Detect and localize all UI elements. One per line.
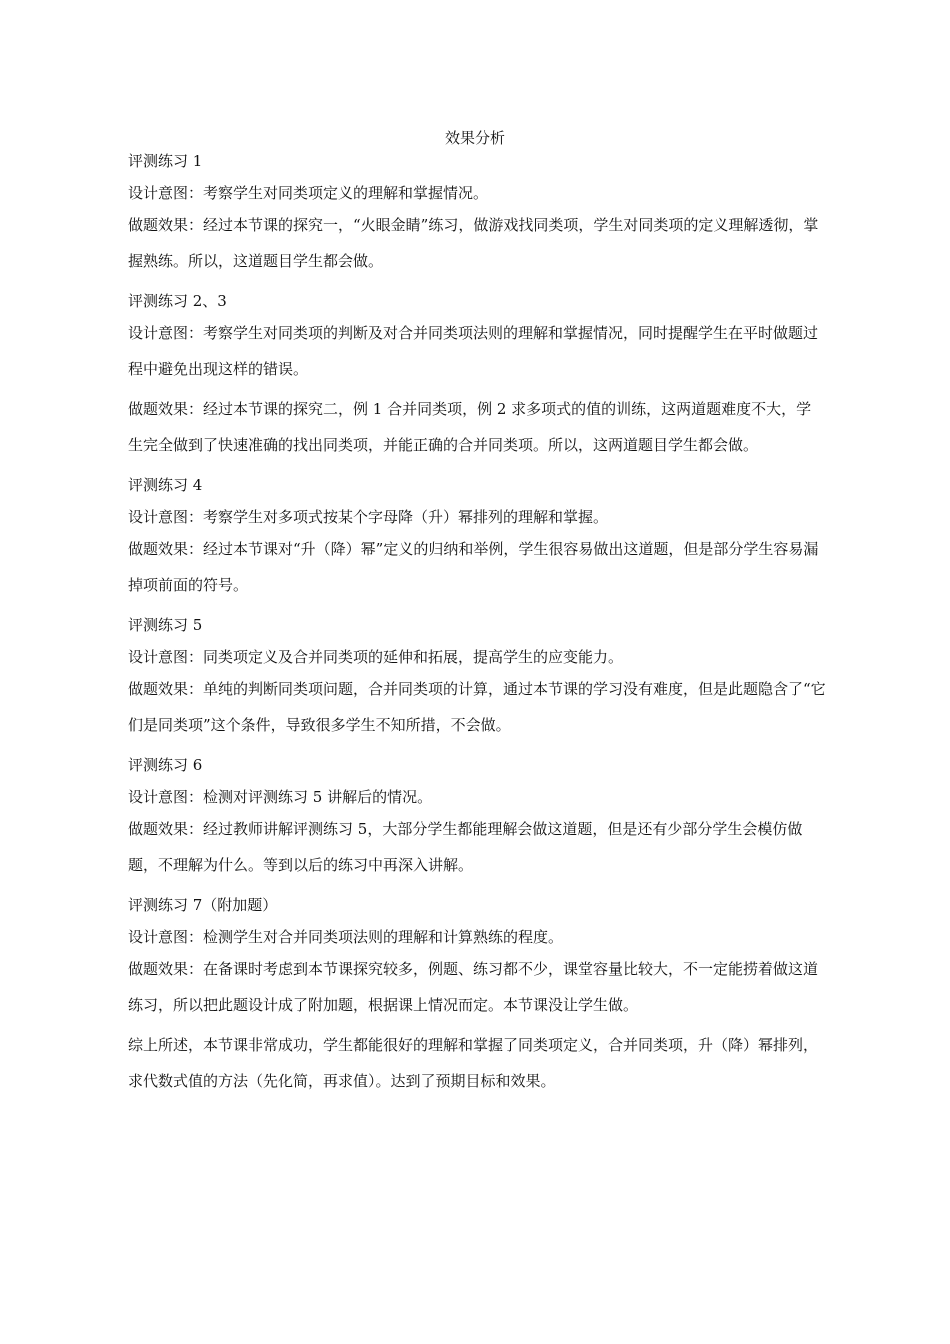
exercise-effect: 做题效果：经过教师讲解评测练习 5，大部分学生都能理解会做这道题，但是还有少部分学生会模仿做题，不理解为什么。等到以后的练习中再深入讲解。 xyxy=(128,820,803,874)
exercise-effect: 做题效果：在备课时考虑到本节课探究较多，例题、练习都不少，课堂容量比较大，不一定能捞着做这道练习，所以把此题设计成了附加题，根据课上情况而定。本节课没让学生做。 xyxy=(128,960,819,1014)
section-6 xyxy=(128,894,826,1023)
section-heading: 评测练习 7（附加题） xyxy=(128,896,278,914)
design-intent: 设计意图：检测学生对合并同类项法则的理解和计算熟练的程度。 xyxy=(128,928,564,946)
section-1 xyxy=(128,150,826,279)
section-4 xyxy=(128,614,826,743)
section-5 xyxy=(128,754,826,883)
design-intent: 设计意图：考察学生对同类项定义的理解和掌握情况。 xyxy=(128,184,489,202)
exercise-effect: 做题效果：经过本节课的探究一，“火眼金睛”练习，做游戏找同类项，学生对同类项的定义理解透彻，掌握熟练。所以，这道题目学生都会做。 xyxy=(128,216,819,270)
section-heading: 评测练习 6 xyxy=(128,756,203,774)
design-intent: 设计意图：检测对评测练习 5 讲解后的情况。 xyxy=(128,788,433,806)
design-intent: 设计意图：考察学生对同类项的判断及对合并同类项法则的理解和掌握情况，同时提醒学生在平时做题过程中避免出现这样的错误。 xyxy=(128,324,819,378)
exercise-effect: 做题效果：经过本节课对“升（降）幂”定义的归纳和举例，学生很容易做出这道题，但是部分学生容易漏掉项前面的符号。 xyxy=(128,540,819,594)
section-heading: 评测练习 5 xyxy=(128,616,203,634)
section-2 xyxy=(128,290,826,463)
summary-paragraph: 综上所述，本节课非常成功，学生都能很好的理解和掌握了同类项定义，合并同类项，升（降）幂排列，求代数式值的方法（先化简，再求值）。达到了预期目标和效果。 xyxy=(128,1036,819,1090)
section-3 xyxy=(128,474,826,603)
document-body xyxy=(128,150,826,1099)
section-heading: 评测练习 1 xyxy=(128,152,203,170)
design-intent: 设计意图：考察学生对多项式按某个字母降（升）幂排列的理解和掌握。 xyxy=(128,508,609,526)
exercise-effect: 做题效果：经过本节课的探究二，例 1 合并同类项，例 2 求多项式的值的训练，这两道题难度不大，学生完全做到了快速准确的找出同类项，并能正确的合并同类项。所以，这两道题目学生都会做。 xyxy=(128,400,812,454)
document-title: 效果分析 xyxy=(444,129,505,147)
section-heading: 评测练习 4 xyxy=(128,476,203,494)
design-intent: 设计意图：同类项定义及合并同类项的延伸和拓展，提高学生的应变能力。 xyxy=(128,648,624,666)
section-heading: 评测练习 2、3 xyxy=(128,292,227,310)
exercise-effect: 做题效果：单纯的判断同类项问题，合并同类项的计算，通过本节课的学习没有难度，但是此题隐含了“它们是同类项”这个条件，导致很多学生不知所措，不会做。 xyxy=(128,680,826,734)
